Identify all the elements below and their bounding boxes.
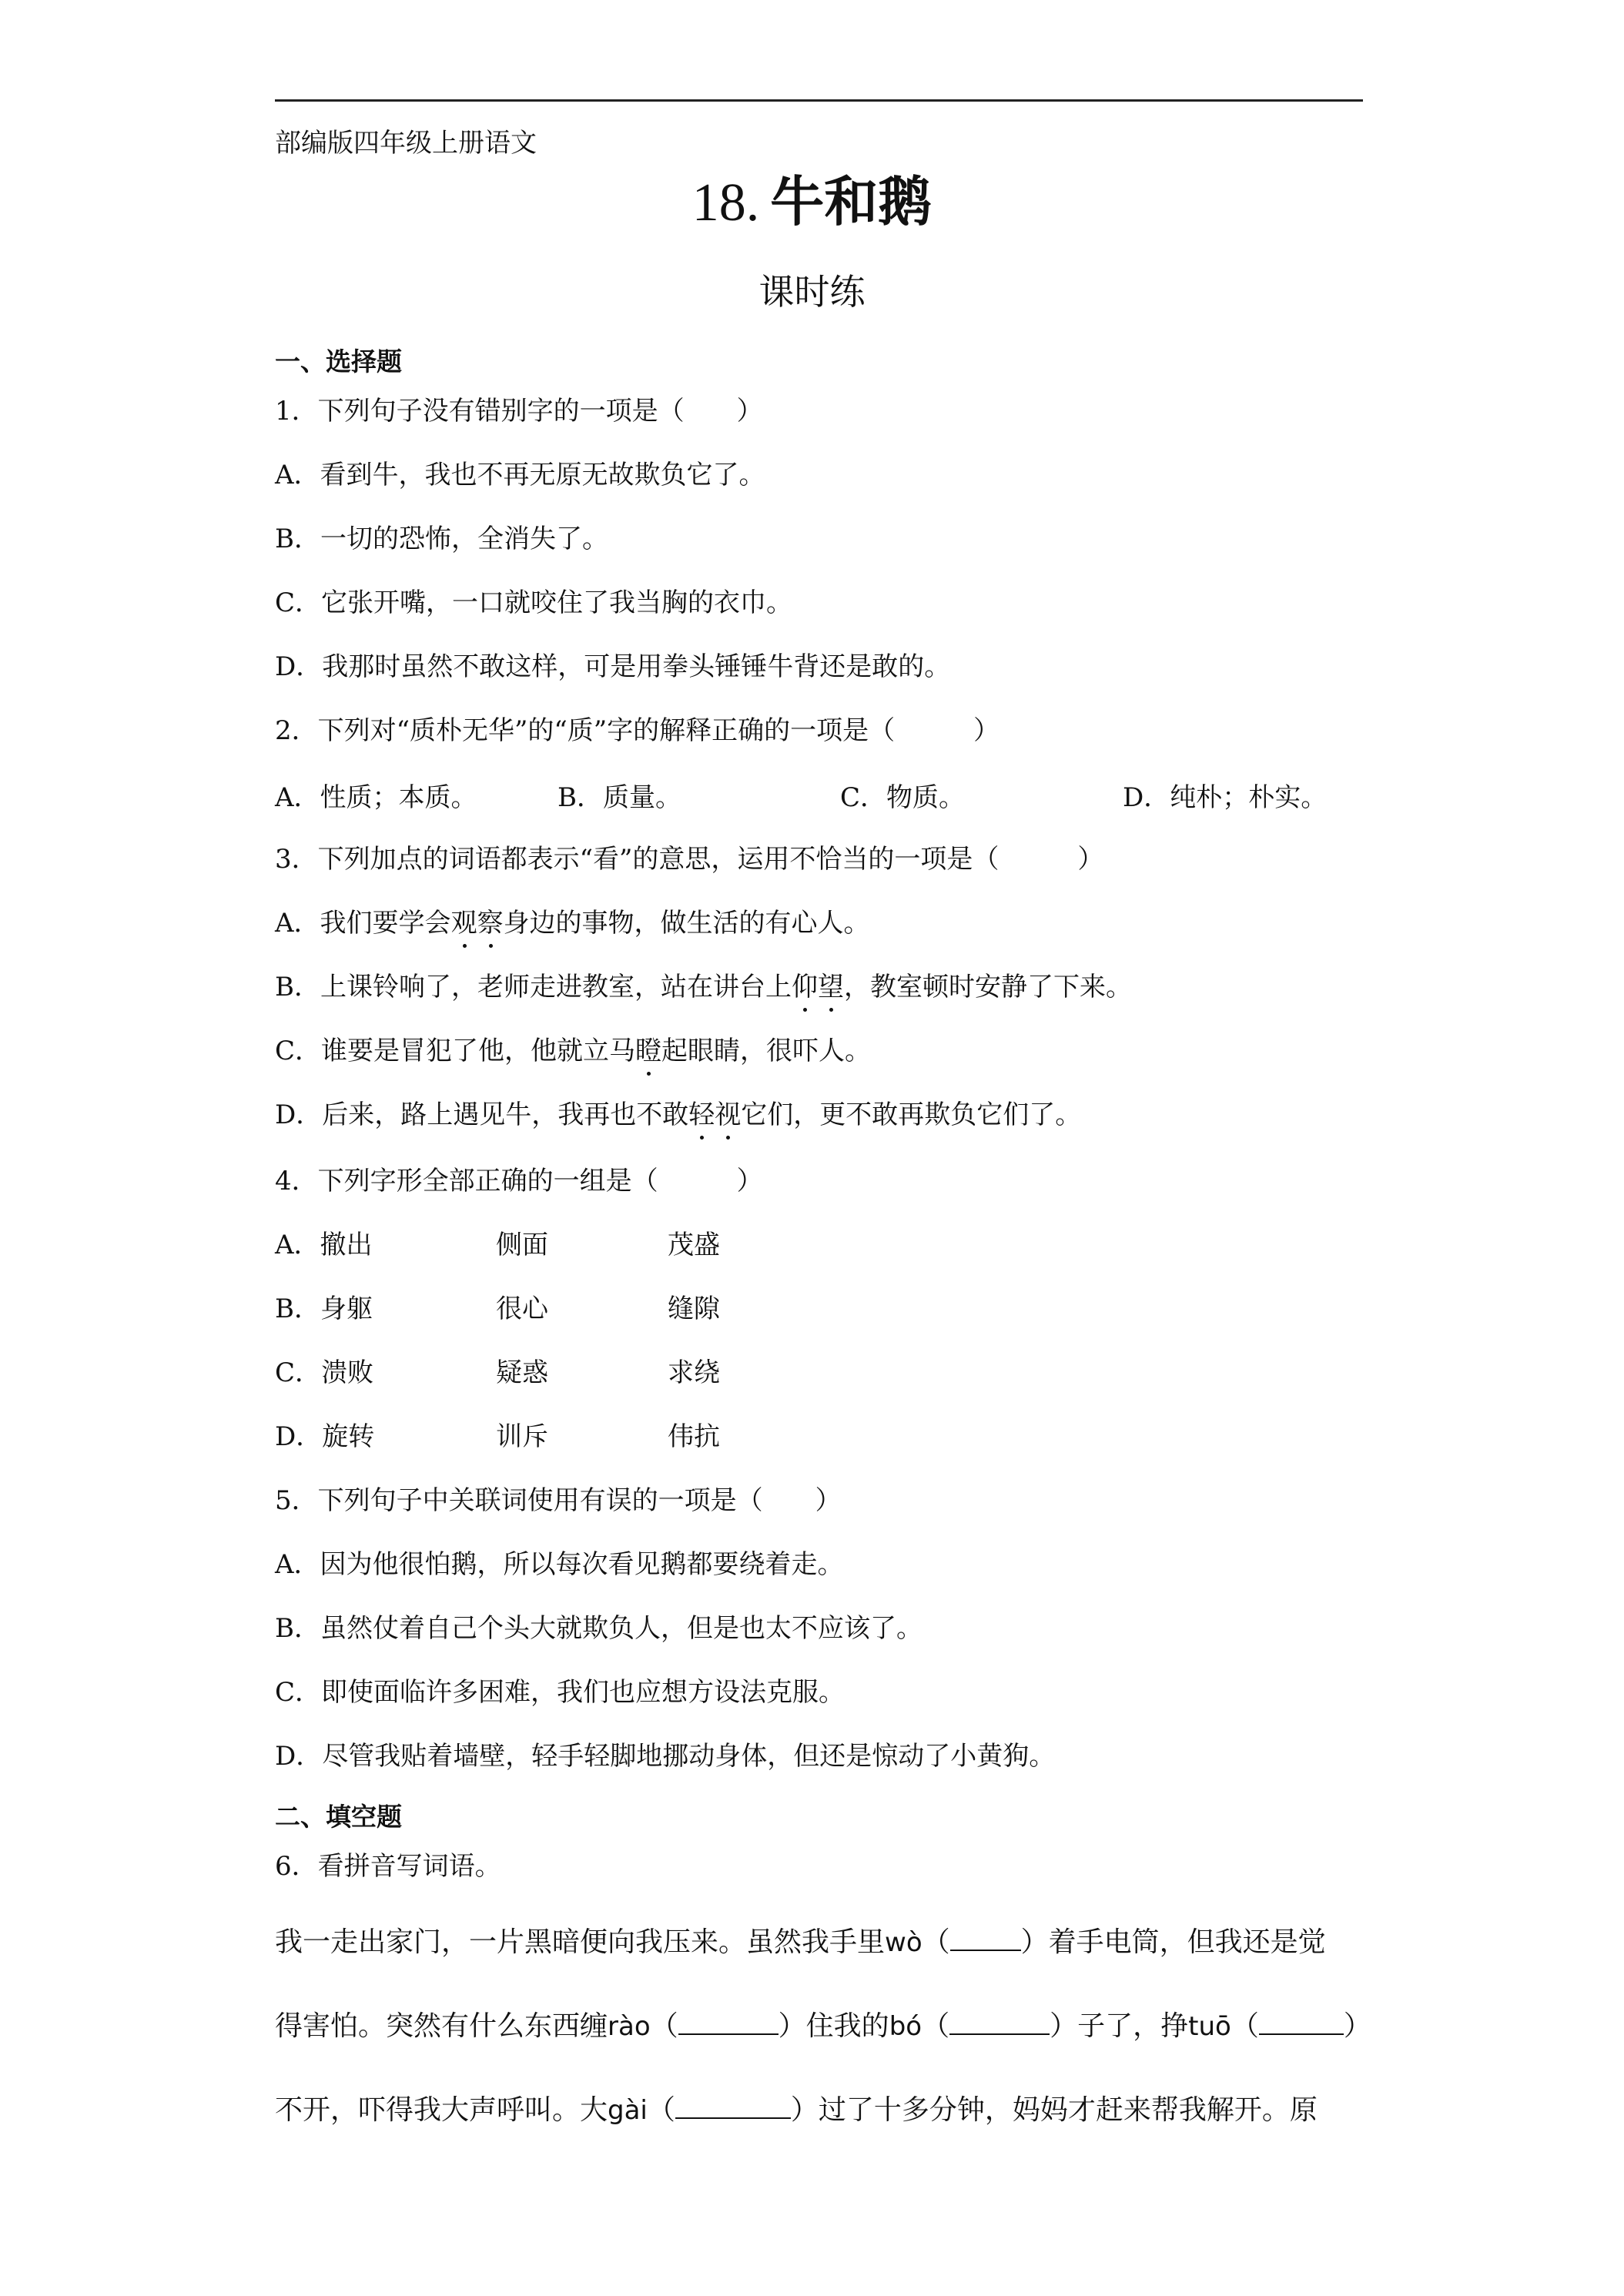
q2-stem: 2．下列对“质朴无华”的“质”字的解释正确的一项是（ ）: [275, 715, 1000, 746]
q4-a-word2: 侧面: [496, 1230, 548, 1260]
q3-option-c: [275, 1036, 871, 1066]
q3-d-post: 它们，更不敢再欺负它们了。: [741, 1099, 1082, 1130]
q4-stem: 4．下列字形全部正确的一组是（ ）: [275, 1166, 763, 1197]
series-label: 部编版四年级上册语文: [275, 128, 537, 159]
q1-option-c: C．它张开嘴，一口就咬住了我当胸的衣巾。: [275, 587, 793, 618]
q6-l2-text-b: 住我的: [805, 2010, 889, 2042]
q4-c-word2: 疑惑: [496, 1357, 548, 1388]
q5-option-d: D．尽管我贴着墙壁，轻手轻脚地挪动身体，但还是惊动了小黄狗。: [275, 1741, 1056, 1772]
q3-d-pre: D．后来，路上遇见牛，我再也不敢: [275, 1099, 689, 1130]
q3-d-dotted-word: 轻视: [688, 1099, 742, 1130]
q4-b-word1: B．身躯: [275, 1294, 373, 1324]
q4-b-word3: 缝隙: [668, 1294, 720, 1324]
q4-a-word3: 茂盛: [668, 1230, 720, 1260]
q6-l2-text-c: 子了，挣: [1077, 2010, 1189, 2042]
q5-option-a: A．因为他很怕鹅，所以每次看见鹅都要绕着走。: [275, 1549, 844, 1580]
q6-pinyin-tuo: tuō: [1188, 2011, 1231, 2042]
q2-option-c: C．物质。: [840, 782, 966, 813]
q6-l3-text-b: 过了十多分钟，妈妈才赶来帮我解开。原: [818, 2094, 1318, 2126]
q6-line-1: 我一走出家门，一片黑暗便向我压来。虽然我手里wò（ ）着手电筒，但我还是觉: [275, 1926, 1326, 1958]
q3-c-pre: C．谁要是冒犯了他，他就立马: [275, 1036, 636, 1066]
section-heading-fill: 二、填空题: [275, 1802, 402, 1832]
q6-pinyin-gai: gài: [608, 2095, 648, 2126]
q3-option-b: [275, 972, 1132, 1002]
q5-stem: 5．下列句子中关联词使用有误的一项是（ ）: [275, 1485, 842, 1516]
q6-l1-text-a: 我一走出家门，一片黑暗便向我压来。虽然我手里: [275, 1926, 886, 1958]
q4-d-word3: 伟抗: [668, 1421, 720, 1452]
q6-blank-bo[interactable]: [949, 2010, 1050, 2035]
q4-a-word1: A．撤出: [275, 1230, 373, 1260]
q6-l2-text-a: 得害怕。突然有什么东西缠: [275, 2010, 608, 2042]
q5-option-c: C．即使面临许多困难，我们也应想方设法克服。: [275, 1677, 845, 1708]
q3-stem: 3．下列加点的词语都表示“看”的意思，运用不恰当的一项是（ ）: [275, 844, 1104, 875]
q2-option-a: A．性质；本质。: [275, 782, 477, 813]
header-rule: [275, 99, 1363, 102]
q2-option-b: B．质量。: [558, 782, 681, 813]
q6-pinyin-wo: wò: [885, 1927, 922, 1958]
page-title: [0, 171, 1624, 234]
q3-c-post: 起眼睛，很吓人。: [661, 1036, 872, 1066]
q1-option-d: D．我那时虽然不敢这样，可是用拳头锤锤牛背还是敢的。: [275, 651, 951, 682]
page-subtitle: 课时练: [758, 271, 866, 313]
q5-option-b: B．虽然仗着自己个头大就欺负人，但是也太不应该了。: [275, 1613, 922, 1644]
q4-c-word1: C．溃败: [275, 1357, 374, 1388]
title-number: 18.: [691, 173, 760, 233]
q6-pinyin-rao: rào: [608, 2011, 651, 2042]
section-heading-choice: 一、选择题: [275, 346, 402, 377]
q2-option-d: D．纯朴；朴实。: [1123, 782, 1328, 813]
q3-a-pre: A．我们要学会: [275, 908, 451, 939]
q3-b-post: ，教室顿时安静了下来。: [843, 972, 1132, 1002]
q6-blank-gai[interactable]: [675, 2094, 791, 2119]
q4-c-word3: 求绕: [668, 1357, 720, 1388]
q6-l3-text-a: 不开，吓得我大声呼叫。大: [275, 2094, 608, 2126]
q4-d-word2: 训斥: [496, 1421, 548, 1452]
q3-a-post: 身边的事物，做生活的有心人。: [503, 908, 870, 939]
q6-l1-text-b: 着手电筒，但我还是觉: [1048, 1926, 1326, 1958]
q6-blank-wo[interactable]: [950, 1926, 1021, 1951]
q6-line-2: 得害怕。突然有什么东西缠rào（ ）住我的bó（ ）子了，挣tuō（ ）: [275, 2010, 1371, 2042]
q6-pinyin-bo: bó: [889, 2011, 922, 2042]
q3-a-dotted-word: 观察: [450, 908, 504, 939]
q6-blank-rao[interactable]: [678, 2010, 779, 2035]
q6-line-3: 不开，吓得我大声呼叫。大gài（ ）过了十多分钟，妈妈才赶来帮我解开。原: [275, 2094, 1318, 2126]
q3-option-d: [275, 1099, 1081, 1130]
q3-b-dotted-word: 仰望: [791, 972, 844, 1002]
q4-d-word1: D．旋转: [275, 1421, 375, 1452]
q3-b-pre: B．上课铃响了，老师走进教室，站在讲台上: [275, 972, 792, 1002]
title-text: 牛和鹅: [770, 169, 933, 233]
q1-option-a: A．看到牛，我也不再无原无故欺负它了。: [275, 460, 765, 490]
q6-stem: 6．看拼音写词语。: [275, 1851, 501, 1882]
q3-option-a: [275, 908, 870, 939]
q1-option-b: B．一切的恐怖，全消失了。: [275, 524, 608, 554]
q6-blank-tuo[interactable]: [1259, 2010, 1344, 2035]
q1-stem: 1．下列句子没有错别字的一项是（ ）: [275, 396, 763, 427]
q3-c-dotted-word: 瞪: [635, 1036, 662, 1066]
q4-b-word2: 很心: [496, 1294, 548, 1324]
